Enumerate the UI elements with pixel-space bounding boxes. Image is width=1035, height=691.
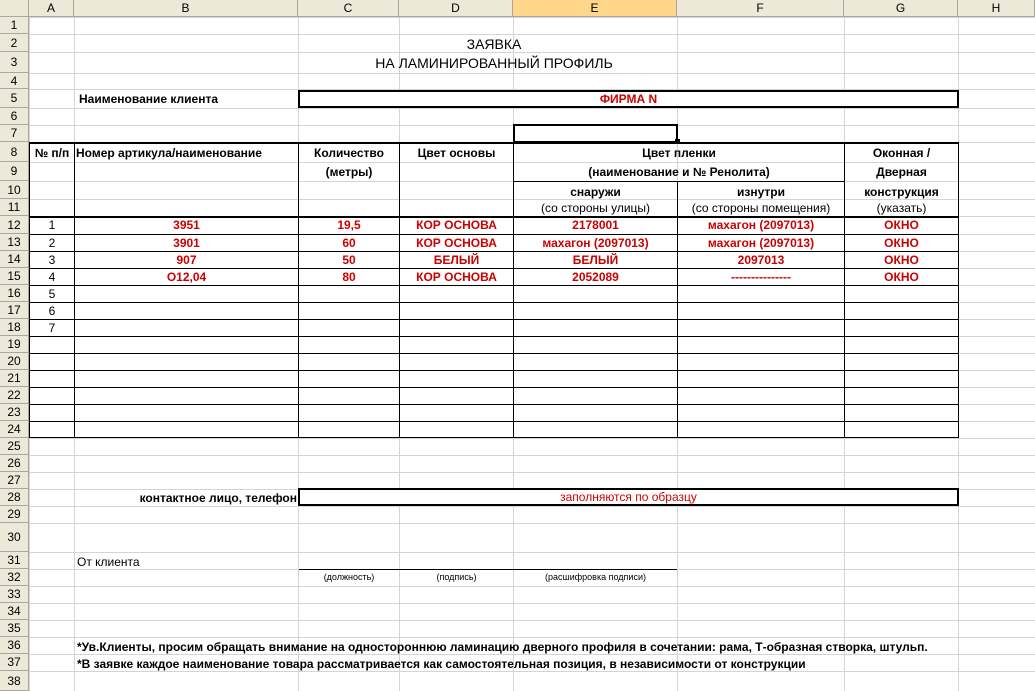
cell-outside[interactable] bbox=[514, 319, 677, 336]
cell-outside[interactable]: БЕЛЫЙ bbox=[572, 252, 619, 267]
cell-outside[interactable]: махагон (2097013) bbox=[542, 235, 649, 250]
cell-qty[interactable] bbox=[299, 285, 399, 302]
header-base-color[interactable]: Цвет основы bbox=[417, 145, 496, 160]
header-qty-1[interactable]: Количество bbox=[314, 145, 384, 160]
cell-outside[interactable]: 2178001 bbox=[572, 218, 619, 232]
column-header-e[interactable]: E bbox=[513, 0, 677, 17]
row-header-19[interactable]: 19 bbox=[0, 336, 29, 353]
cell-qty[interactable]: 80 bbox=[342, 269, 356, 284]
sign-position-label[interactable]: (должность) bbox=[323, 572, 375, 582]
cell-base[interactable]: КОР ОСНОВА bbox=[416, 218, 497, 232]
cell-n[interactable]: 2 bbox=[48, 235, 56, 250]
row-header-23[interactable]: 23 bbox=[0, 404, 29, 421]
row-header-24[interactable]: 24 bbox=[0, 421, 29, 438]
row-header-28[interactable]: 28 bbox=[0, 489, 29, 506]
note-1[interactable]: *Ув.Клиенты, просим обращать внимание на одностороннюю ламинацию дверного профиля в сочетании: рама, Т-образная створка, штульп. bbox=[77, 639, 928, 654]
cell-qty[interactable]: 19,5 bbox=[337, 218, 361, 232]
row-header-17[interactable]: 17 bbox=[0, 302, 29, 319]
cell-base[interactable]: КОР ОСНОВА bbox=[416, 235, 497, 250]
cell-base[interactable] bbox=[400, 319, 513, 336]
from-client-label[interactable]: От клиента bbox=[77, 554, 140, 569]
cell-inside[interactable] bbox=[678, 319, 844, 336]
cell-type[interactable]: ОКНО bbox=[884, 269, 919, 284]
header-outside[interactable]: снаружи bbox=[570, 184, 621, 199]
cell-n[interactable]: 4 bbox=[48, 269, 56, 284]
note-2[interactable]: *В заявке каждое наименование товара рассматривается как самостоятельная позиция, в независимости от конструкции bbox=[77, 656, 806, 671]
row-header-16[interactable]: 16 bbox=[0, 285, 29, 302]
row-header-8[interactable]: 8 bbox=[0, 142, 29, 162]
row-header-20[interactable]: 20 bbox=[0, 353, 29, 370]
row-header-32[interactable]: 32 bbox=[0, 569, 29, 586]
column-header-g[interactable]: G bbox=[844, 0, 958, 17]
select-all-corner[interactable] bbox=[0, 0, 29, 17]
row-header-13[interactable]: 13 bbox=[0, 234, 29, 251]
cell-qty[interactable] bbox=[299, 319, 399, 336]
contact-label[interactable]: контактное лицо, телефон bbox=[139, 490, 297, 505]
cell-article[interactable]: 3901 bbox=[173, 235, 200, 250]
cell-outside[interactable]: 2052089 bbox=[572, 269, 619, 284]
cell-inside[interactable]: махагон (2097013) bbox=[707, 235, 815, 250]
sign-signature-label[interactable]: (подпись) bbox=[436, 572, 477, 582]
cell-article[interactable] bbox=[75, 302, 298, 319]
header-constr-3[interactable]: конструкция bbox=[864, 184, 939, 199]
row-header-30[interactable]: 30 bbox=[0, 523, 29, 552]
cell-inside[interactable] bbox=[678, 285, 844, 302]
row-header-4[interactable]: 4 bbox=[0, 73, 29, 89]
column-header-a[interactable]: A bbox=[29, 0, 74, 17]
header-constr-2[interactable]: Дверная bbox=[876, 164, 927, 179]
row-header-26[interactable]: 26 bbox=[0, 455, 29, 472]
row-header-27[interactable]: 27 bbox=[0, 472, 29, 489]
cell-article[interactable] bbox=[75, 319, 298, 336]
title-line-1[interactable]: ЗАЯВКА bbox=[466, 35, 522, 52]
column-header-b[interactable]: B bbox=[74, 0, 298, 17]
column-header-f[interactable]: F bbox=[677, 0, 844, 17]
cell-n[interactable]: 1 bbox=[48, 218, 56, 232]
cell-type[interactable] bbox=[845, 319, 958, 336]
cell-qty[interactable] bbox=[299, 302, 399, 319]
column-header-h[interactable]: H bbox=[958, 0, 1035, 17]
header-film-2[interactable]: (наименование и № Ренолита) bbox=[588, 164, 770, 179]
row-header-5[interactable]: 5 bbox=[0, 89, 29, 108]
header-film-1[interactable]: Цвет пленки bbox=[642, 145, 716, 160]
cell-inside[interactable] bbox=[678, 302, 844, 319]
row-header-21[interactable]: 21 bbox=[0, 370, 29, 387]
cell-type[interactable] bbox=[845, 302, 958, 319]
cell-n[interactable]: 6 bbox=[48, 303, 56, 318]
title-line-2[interactable]: НА ЛАМИНИРОВАННЫЙ ПРОФИЛЬ bbox=[375, 54, 613, 71]
header-article[interactable]: Номер артикула/наименование bbox=[76, 145, 262, 160]
client-value[interactable]: ФИРМА N bbox=[599, 92, 658, 106]
column-header-d[interactable]: D bbox=[399, 0, 513, 17]
cell-base[interactable]: КОР ОСНОВА bbox=[416, 269, 497, 284]
row-header-36[interactable]: 36 bbox=[0, 637, 29, 654]
cell-qty[interactable]: 50 bbox=[342, 252, 356, 267]
cell-inside[interactable]: 2097013 bbox=[737, 252, 785, 267]
cell-article[interactable]: 3951 bbox=[173, 218, 200, 232]
sign-decode-label[interactable]: (расшифровка подписи) bbox=[545, 572, 646, 582]
row-header-9[interactable]: 9 bbox=[0, 162, 29, 181]
row-header-33[interactable]: 33 bbox=[0, 586, 29, 603]
row-header-25[interactable]: 25 bbox=[0, 438, 29, 455]
cell-article[interactable]: 907 bbox=[176, 252, 197, 267]
cell-n[interactable]: 3 bbox=[48, 252, 56, 267]
row-header-14[interactable]: 14 bbox=[0, 251, 29, 268]
contact-value[interactable]: заполняются по образцу bbox=[560, 490, 697, 504]
cell-base[interactable] bbox=[400, 302, 513, 319]
row-header-38[interactable]: 38 bbox=[0, 671, 29, 691]
cell-outside[interactable] bbox=[514, 302, 677, 319]
row-header-11[interactable]: 11 bbox=[0, 199, 29, 216]
row-header-3[interactable]: 3 bbox=[0, 52, 29, 73]
cell-base[interactable] bbox=[400, 285, 513, 302]
row-header-37[interactable]: 37 bbox=[0, 654, 29, 671]
cell-article[interactable]: О12,04 bbox=[166, 269, 207, 284]
row-header-34[interactable]: 34 bbox=[0, 603, 29, 620]
client-label[interactable]: Наименование клиента bbox=[79, 91, 218, 106]
cell-type[interactable]: ОКНО bbox=[884, 235, 919, 250]
row-header-7[interactable]: 7 bbox=[0, 125, 29, 142]
row-header-12[interactable]: 12 bbox=[0, 216, 29, 234]
cell-base[interactable]: БЕЛЫЙ bbox=[433, 252, 480, 267]
cell-outside[interactable] bbox=[514, 285, 677, 302]
row-header-18[interactable]: 18 bbox=[0, 319, 29, 336]
header-constr-4[interactable]: (указать) bbox=[876, 201, 927, 215]
selected-cell-e7[interactable] bbox=[513, 124, 678, 143]
header-inside[interactable]: изнутри bbox=[737, 184, 785, 199]
header-qty-2[interactable]: (метры) bbox=[325, 164, 373, 179]
header-inside-sub[interactable]: (со стороны помещения) bbox=[691, 201, 831, 215]
row-header-6[interactable]: 6 bbox=[0, 108, 29, 125]
row-header-10[interactable]: 10 bbox=[0, 181, 29, 199]
cell-type[interactable]: ОКНО bbox=[884, 252, 919, 267]
row-header-35[interactable]: 35 bbox=[0, 620, 29, 637]
cell-n[interactable]: 5 bbox=[48, 286, 56, 301]
header-outside-sub[interactable]: (со стороны улицы) bbox=[540, 201, 651, 215]
row-header-22[interactable]: 22 bbox=[0, 387, 29, 404]
row-header-15[interactable]: 15 bbox=[0, 268, 29, 285]
header-constr-1[interactable]: Оконная / bbox=[872, 145, 931, 160]
row-header-31[interactable]: 31 bbox=[0, 552, 29, 569]
row-header-29[interactable]: 29 bbox=[0, 506, 29, 523]
row-header-2[interactable]: 2 bbox=[0, 34, 29, 52]
cell-inside[interactable]: махагон (2097013) bbox=[707, 218, 815, 232]
cell-type[interactable]: ОКНО bbox=[884, 218, 919, 232]
cell-type[interactable] bbox=[845, 285, 958, 302]
cell-qty[interactable]: 60 bbox=[342, 235, 356, 250]
column-header-c[interactable]: C bbox=[298, 0, 399, 17]
cell-n[interactable]: 7 bbox=[48, 320, 56, 335]
row-header-1[interactable]: 1 bbox=[0, 17, 29, 34]
header-num[interactable]: № п/п bbox=[34, 145, 70, 160]
cell-article[interactable] bbox=[75, 285, 298, 302]
cell-inside[interactable]: --------------- bbox=[731, 269, 791, 284]
